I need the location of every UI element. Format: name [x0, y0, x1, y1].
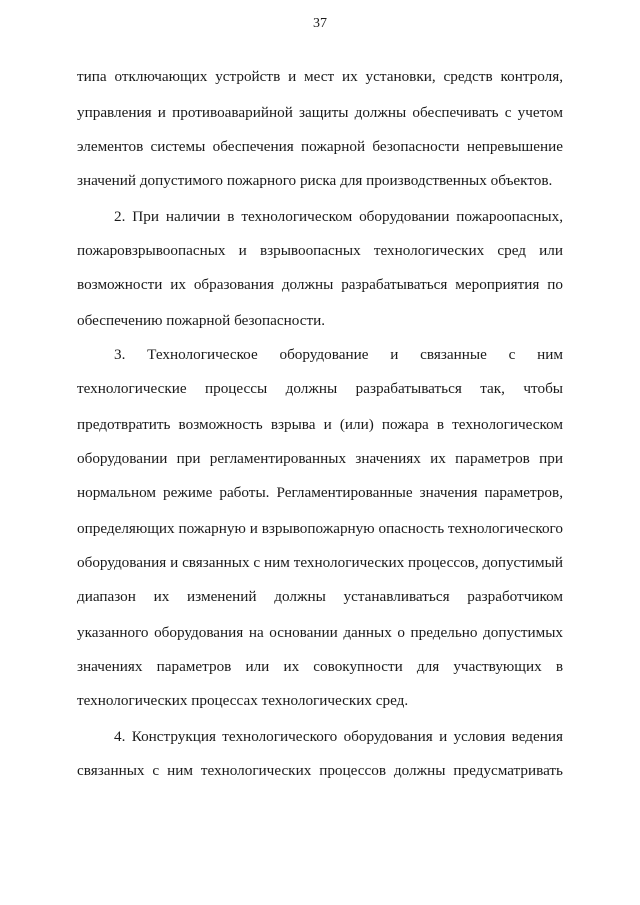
- text-line: значений допустимого пожарного риска для производственных объектов.: [77, 172, 553, 189]
- text-line: элементов системы обеспечения пожарной безопасности непревышение: [77, 138, 563, 155]
- text-line: технологические процессы должны разрабатываться так, чтобы: [77, 380, 563, 397]
- text-line: обеспечению пожарной безопасности.: [77, 312, 326, 329]
- text-line: диапазон их изменений должны устанавливаться разработчиком: [77, 588, 563, 605]
- text-line: указанного оборудования на основании данных о предельно допустимых: [77, 624, 563, 641]
- text-line: связанных с ним технологических процессов должны предусматривать: [77, 762, 563, 779]
- text-line: определяющих пожарную и взрывопожарную опасность технологического: [77, 520, 563, 537]
- text-line: нормальном режиме работы. Регламентированные значения параметров,: [77, 484, 563, 501]
- text-line: управления и противоаварийной защиты должны обеспечивать с учетом: [77, 104, 563, 121]
- page-number: 37: [313, 16, 327, 31]
- text-line: пожаровзрывоопасных и взрывоопасных технологических сред или: [77, 242, 563, 259]
- text-line: возможности их образования должны разрабатываться мероприятия по: [77, 276, 563, 293]
- text-line: 3. Технологическое оборудование и связанные с ним: [114, 346, 563, 363]
- text-line: оборудования и связанных с ним технологических процессов, допустимый: [77, 554, 563, 571]
- text-line: 2. При наличии в технологическом оборудовании пожароопасных,: [114, 208, 563, 225]
- text-line: технологических процессах технологических сред.: [77, 692, 409, 709]
- text-line: оборудовании при регламентированных значениях их параметров при: [77, 450, 563, 467]
- text-line: 4. Конструкция технологического оборудования и условия ведения: [114, 728, 563, 745]
- text-line: типа отключающих устройств и мест их установки, средств контроля,: [77, 68, 563, 85]
- text-line: значениях параметров или их совокупности для участвующих в: [77, 658, 563, 675]
- text-line: предотвратить возможность взрыва и (или) пожара в технологическом: [77, 416, 563, 433]
